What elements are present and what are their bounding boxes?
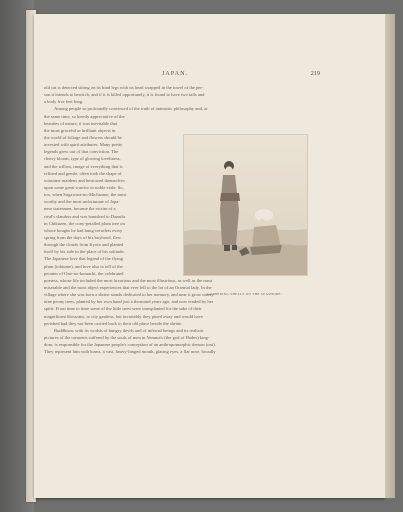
text-line: through the clouds from Kyoto and planted bbox=[44, 242, 124, 248]
text-line: The Japanese love that legend of the flying bbox=[44, 256, 123, 262]
text-line: old cat is detected sitting on its hind legs with its head wrapped in the towel of the per- bbox=[44, 85, 204, 90]
text-line: invested with spirit attributes. Many pretty bbox=[44, 142, 123, 148]
text-line: in Chikuzen, the cony-petalled plum tree on bbox=[44, 220, 125, 226]
text-line: the world of foliage and flowers should be bbox=[44, 134, 122, 140]
text-line: poetess, whose life included the most luxurious and the most illustrious, as well as the most bbox=[44, 277, 213, 283]
text-line: the same time, so keenly appreciative of the bbox=[44, 113, 125, 119]
text-line: Among people so profoundly convinced of the truth of animistic philosophy and, at bbox=[54, 106, 208, 112]
right-page-stack bbox=[385, 14, 395, 498]
text-line: plum (tobiume), and love also to tell of the bbox=[44, 263, 123, 269]
text-line: dom, is responsible for the Japanese people's conception of an anthropomorphic demon (oni). bbox=[44, 342, 216, 348]
text-line: spirit. From time to time some of the little trees were transplanted for the sake of their bbox=[44, 306, 202, 312]
illustration-image bbox=[184, 135, 307, 275]
text-line: miserable and the most abject experiences that ever fell to the lot of an Oriental lady. In the bbox=[44, 284, 212, 290]
text-line: pictures of the torments suffered by the souls of men in Yemma's (the god of Hades) king- bbox=[44, 334, 210, 340]
text-line: a body five feet long. bbox=[44, 99, 84, 105]
text-line: village where she was born a shrine stands dedicated to her memory, and near it grow ninety- bbox=[44, 292, 216, 298]
text-line: beauties of nature, it was inevitable that bbox=[44, 120, 118, 126]
text-line: peonies of Ono-no-komachi, the celebrated bbox=[44, 270, 124, 276]
text-line: They represent him with horns, a vast, heavy-fanged mouth, glaring eyes, a flat nose, broadly bbox=[44, 349, 216, 355]
text-line: legends grew out of that conviction. The bbox=[44, 149, 119, 155]
text-line: and the willow, image of everything that is bbox=[44, 163, 123, 169]
text-line: cherry bloom, type of glowing loveliness, bbox=[44, 156, 121, 162]
illustration-caption: GATHERING SHELLS ON THE SEASHORE. bbox=[207, 292, 282, 296]
text-line: upon some great warrior or noble exile. So, bbox=[44, 184, 124, 190]
text-line: worthy and the most unfortunate of Japa- bbox=[44, 199, 120, 205]
text-line: nine peony trees, planted by her own hand just a thousand years ago, and now tended by her bbox=[44, 299, 214, 305]
text-line: whose boughs he had hung verselets every bbox=[44, 227, 123, 233]
text-line: refined and gentle, often took the shape of bbox=[44, 170, 122, 176]
text-line: Buddhism, with its worlds of hungry devils and of infernal beings and its realistic bbox=[54, 327, 205, 333]
text-line: spring from the days of his boyhood, flew bbox=[44, 234, 122, 240]
text-line: the most graceful or brilliant objects in bbox=[44, 127, 116, 133]
text-line: son it intends to bewitch, and if it is killed opportunely, it is found to have two tails and bbox=[44, 92, 205, 98]
text-line: itself by his side in the place of his solitude. bbox=[44, 249, 125, 255]
page-number: 219 bbox=[310, 70, 320, 77]
text-line: perished had they not been carried back to their old place beside the shrine. bbox=[44, 320, 183, 326]
illustration-plate bbox=[183, 134, 308, 276]
text-line: winsome maidens and bestowed themselves bbox=[44, 177, 125, 183]
text-line: too, when Sugawara-no-Michizane, the most bbox=[44, 192, 127, 198]
text-line: nese statesmen, became the victim of a bbox=[44, 206, 116, 212]
text-line: rival's slanders and was banished to Dazaifu bbox=[44, 213, 126, 219]
text-line: magnificent blossoms, to city gardens, but invariably they pined away and would have bbox=[44, 313, 203, 319]
page-header bbox=[30, 70, 320, 80]
running-title: JAPAN. bbox=[161, 70, 189, 77]
